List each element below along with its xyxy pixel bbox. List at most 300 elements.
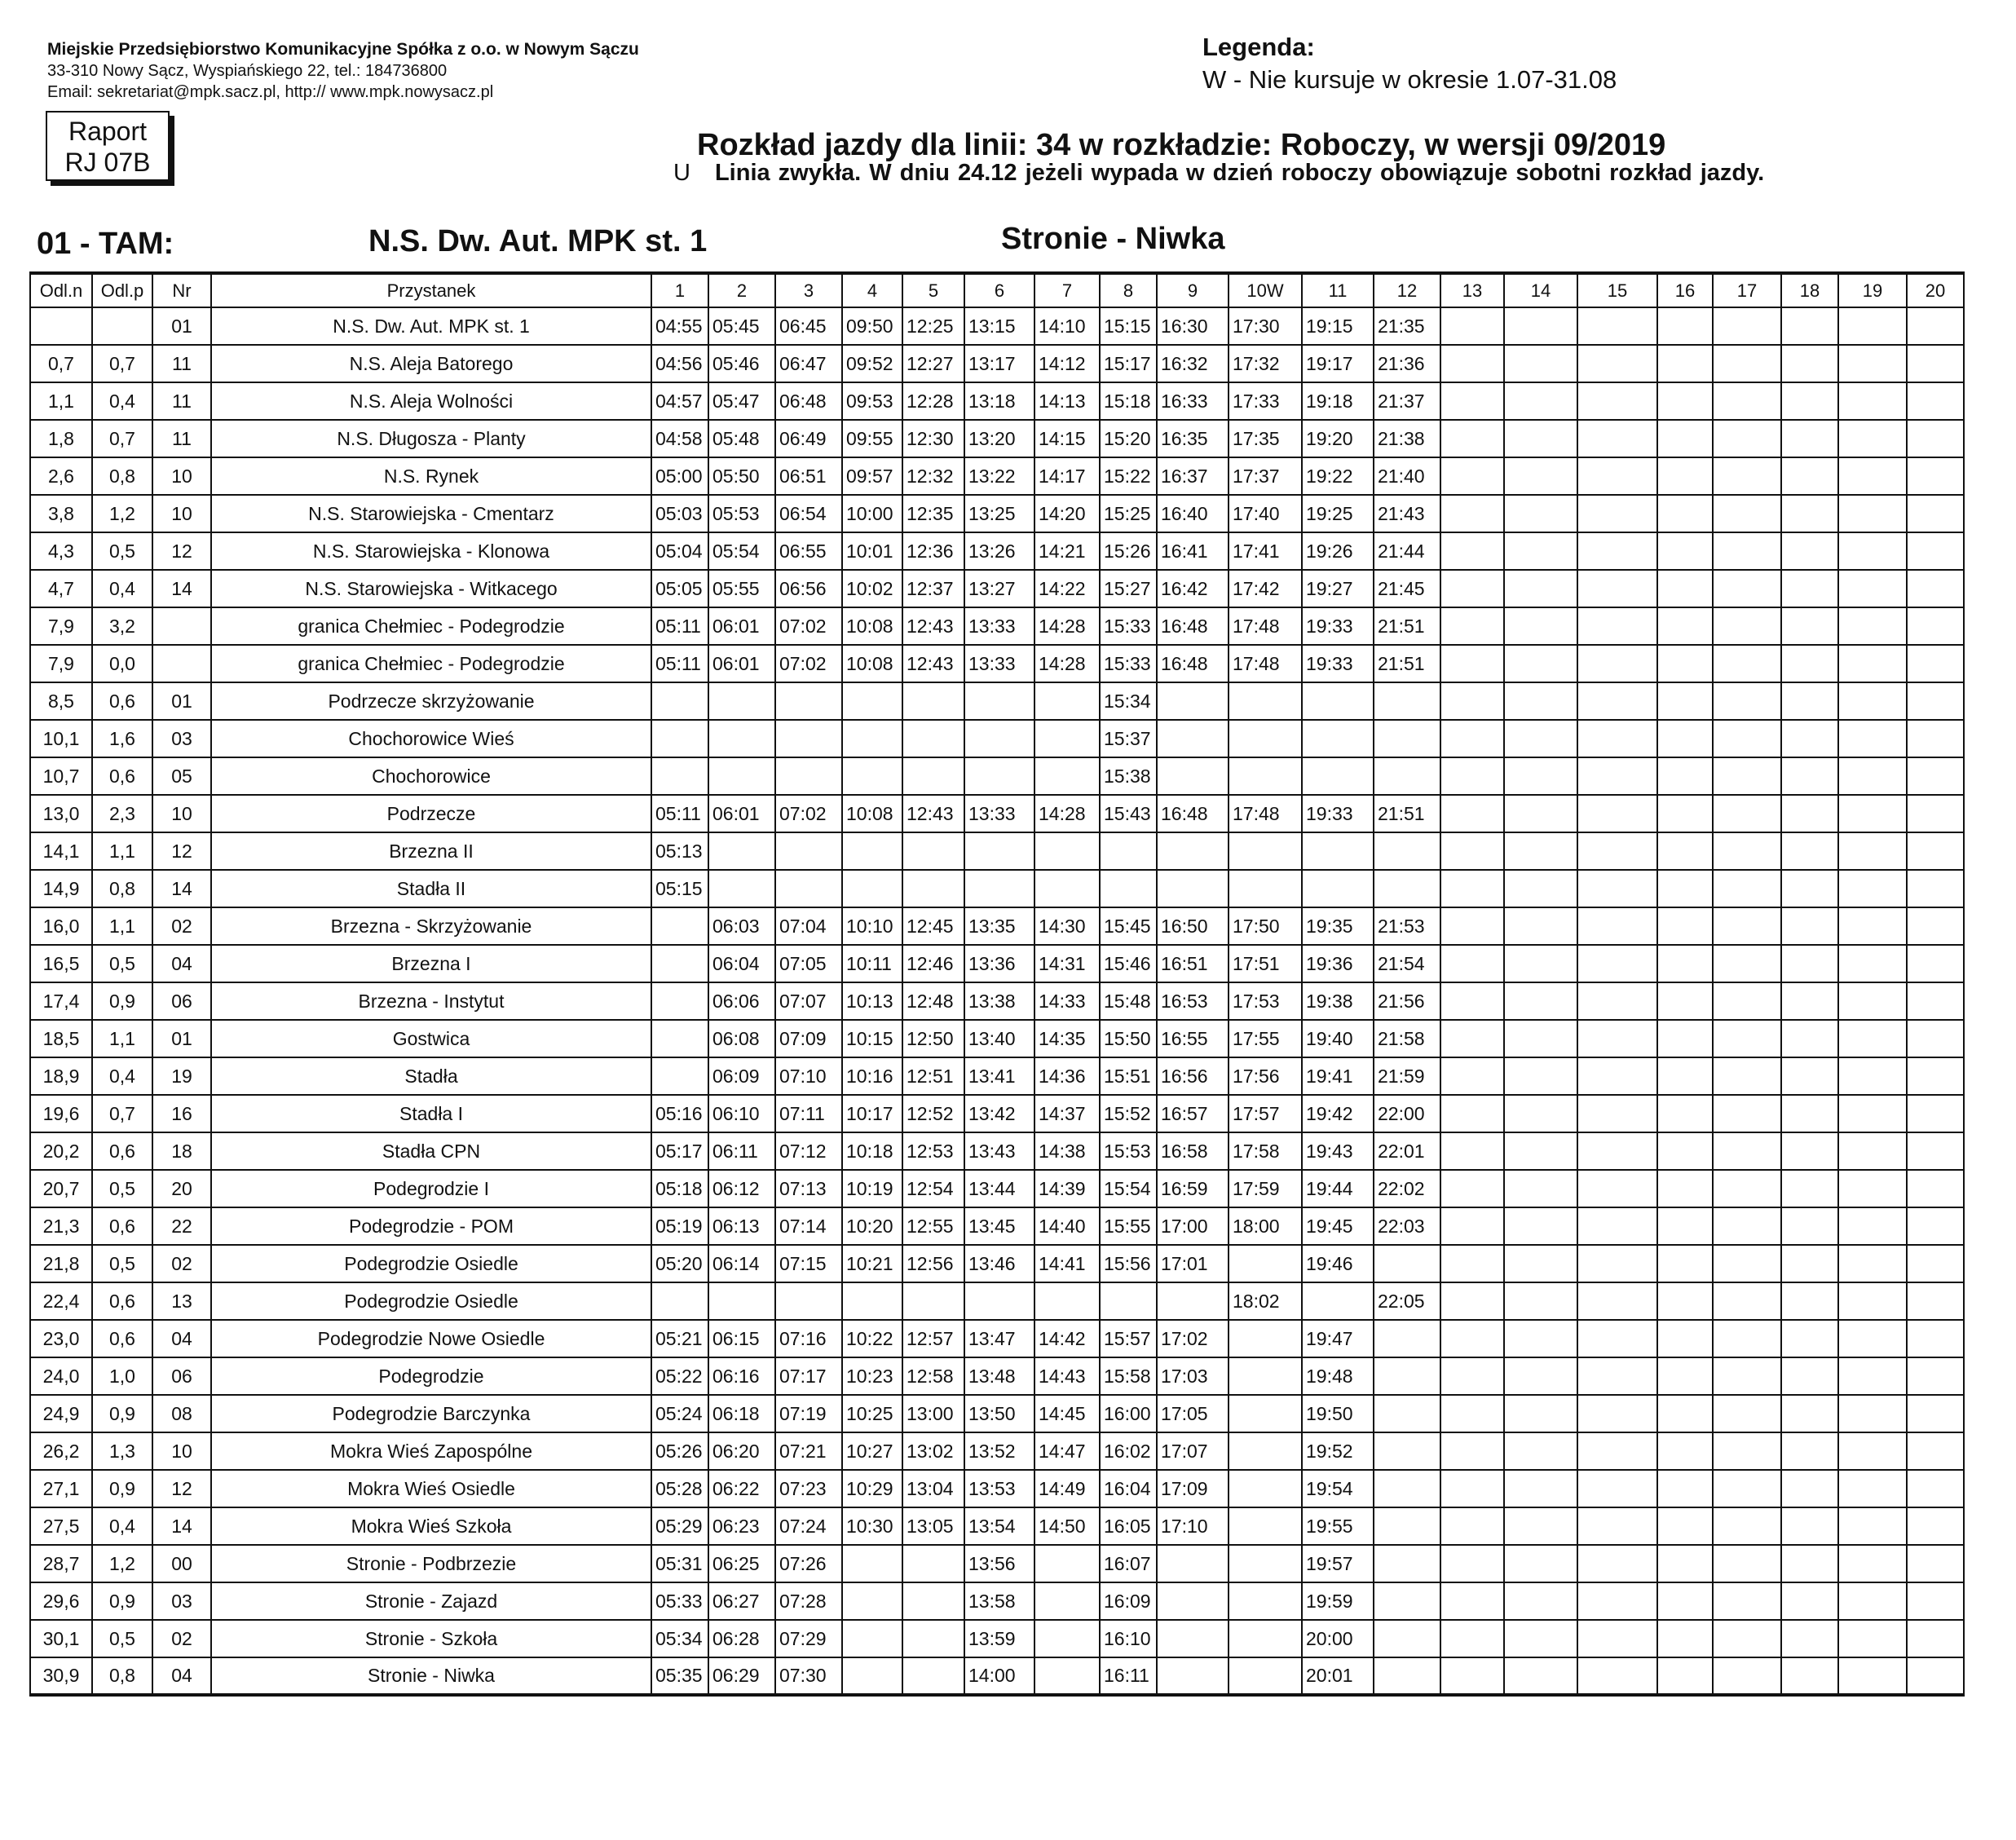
departure-time-cell: 04:55 bbox=[651, 307, 708, 345]
departure-time-cell bbox=[1713, 1132, 1781, 1170]
departure-time-cell: 06:49 bbox=[775, 420, 842, 457]
departure-time-cell: 17:42 bbox=[1229, 570, 1302, 607]
departure-time-cell bbox=[1838, 1395, 1907, 1432]
distance-partial-cell: 0,4 bbox=[92, 1057, 152, 1095]
departure-time-cell: 05:05 bbox=[651, 570, 708, 607]
departure-time-cell bbox=[1713, 1282, 1781, 1320]
departure-time-cell: 07:21 bbox=[775, 1432, 842, 1470]
departure-time-cell: 16:48 bbox=[1157, 645, 1229, 682]
departure-time-cell: 05:11 bbox=[651, 795, 708, 832]
departure-time-cell bbox=[1781, 382, 1838, 420]
departure-time-cell bbox=[1907, 1207, 1964, 1245]
departure-time-cell: 19:22 bbox=[1302, 457, 1374, 495]
departure-time-cell: 19:40 bbox=[1302, 1020, 1374, 1057]
departure-time-cell: 12:50 bbox=[902, 1020, 964, 1057]
timetable bbox=[29, 271, 1965, 1697]
departure-time-cell bbox=[1577, 682, 1657, 720]
departure-time-cell bbox=[1713, 1170, 1781, 1207]
departure-time-cell bbox=[1713, 1357, 1781, 1395]
departure-time-cell bbox=[1374, 870, 1440, 907]
distance-total-cell: 16,5 bbox=[30, 945, 92, 982]
departure-time-cell bbox=[1907, 1395, 1964, 1432]
departure-time-cell bbox=[1713, 982, 1781, 1020]
departure-time-cell bbox=[1374, 757, 1440, 795]
departure-time-cell bbox=[1838, 757, 1907, 795]
departure-time-cell: 07:17 bbox=[775, 1357, 842, 1395]
departure-time-cell: 06:23 bbox=[708, 1507, 775, 1545]
departure-time-cell bbox=[1577, 1395, 1657, 1432]
stop-number-cell: 06 bbox=[152, 1357, 211, 1395]
departure-time-cell bbox=[1577, 1095, 1657, 1132]
departure-time-cell bbox=[1229, 1320, 1302, 1357]
stop-number-cell: 14 bbox=[152, 870, 211, 907]
stop-number-cell: 12 bbox=[152, 832, 211, 870]
distance-total-cell: 21,3 bbox=[30, 1207, 92, 1245]
stop-number-cell: 03 bbox=[152, 720, 211, 757]
departure-time-cell bbox=[1504, 1432, 1577, 1470]
departure-time-cell: 12:27 bbox=[902, 345, 964, 382]
departure-time-cell: 15:55 bbox=[1100, 1207, 1157, 1245]
departure-time-cell: 14:12 bbox=[1034, 345, 1100, 382]
departure-time-cell bbox=[1577, 870, 1657, 907]
departure-time-cell bbox=[1504, 570, 1577, 607]
departure-time-cell: 06:27 bbox=[708, 1582, 775, 1620]
departure-time-cell bbox=[1838, 1357, 1907, 1395]
distance-partial-cell: 0,9 bbox=[92, 982, 152, 1020]
departure-time-cell bbox=[1713, 645, 1781, 682]
departure-time-cell: 15:33 bbox=[1100, 607, 1157, 645]
departure-time-cell: 06:11 bbox=[708, 1132, 775, 1170]
departure-time-cell bbox=[1838, 832, 1907, 870]
distance-partial-cell: 0,8 bbox=[92, 870, 152, 907]
departure-time-cell: 17:50 bbox=[1229, 907, 1302, 945]
distance-partial-cell: 0,9 bbox=[92, 1470, 152, 1507]
departure-time-cell bbox=[1302, 757, 1374, 795]
departure-time-cell: 13:48 bbox=[964, 1357, 1034, 1395]
departure-time-cell bbox=[1907, 907, 1964, 945]
departure-time-cell: 13:42 bbox=[964, 1095, 1034, 1132]
departure-time-cell bbox=[1838, 1132, 1907, 1170]
table-header-row bbox=[30, 273, 1964, 307]
table-row bbox=[30, 1245, 1964, 1282]
departure-time-cell bbox=[1907, 495, 1964, 532]
departure-time-cell: 12:32 bbox=[902, 457, 964, 495]
departure-time-cell: 16:30 bbox=[1157, 307, 1229, 345]
departure-time-cell: 14:38 bbox=[1034, 1132, 1100, 1170]
departure-time-cell: 06:01 bbox=[708, 607, 775, 645]
stop-name-cell: Brzezna I bbox=[211, 945, 651, 982]
departure-time-cell: 06:18 bbox=[708, 1395, 775, 1432]
distance-partial-cell: 1,1 bbox=[92, 832, 152, 870]
stop-name-cell: granica Chełmiec - Podegrodzie bbox=[211, 607, 651, 645]
departure-time-cell bbox=[1907, 1507, 1964, 1545]
departure-time-cell bbox=[964, 1282, 1034, 1320]
departure-time-cell: 13:53 bbox=[964, 1470, 1034, 1507]
distance-partial-cell: 0,5 bbox=[92, 1245, 152, 1282]
stop-name-cell: Brzezna - Skrzyżowanie bbox=[211, 907, 651, 945]
departure-time-cell: 17:58 bbox=[1229, 1132, 1302, 1170]
departure-time-cell: 14:30 bbox=[1034, 907, 1100, 945]
departure-time-cell bbox=[902, 682, 964, 720]
departure-time-cell: 16:48 bbox=[1157, 607, 1229, 645]
departure-time-cell: 19:17 bbox=[1302, 345, 1374, 382]
column-header: Przystanek bbox=[211, 273, 651, 307]
departure-time-cell bbox=[1781, 1620, 1838, 1657]
departure-time-cell: 19:26 bbox=[1302, 532, 1374, 570]
departure-time-cell bbox=[1229, 832, 1302, 870]
departure-time-cell bbox=[1713, 1245, 1781, 1282]
stop-name-cell: Brzezna - Instytut bbox=[211, 982, 651, 1020]
departure-time-cell bbox=[1781, 345, 1838, 382]
departure-time-cell: 10:27 bbox=[842, 1432, 902, 1470]
departure-time-cell bbox=[1907, 1245, 1964, 1282]
distance-total-cell: 10,7 bbox=[30, 757, 92, 795]
departure-time-cell: 12:57 bbox=[902, 1320, 964, 1357]
distance-total-cell: 0,7 bbox=[30, 345, 92, 382]
departure-time-cell bbox=[651, 720, 708, 757]
departure-time-cell: 19:54 bbox=[1302, 1470, 1374, 1507]
distance-total-cell bbox=[30, 307, 92, 345]
departure-time-cell bbox=[1713, 1470, 1781, 1507]
departure-time-cell bbox=[1781, 1545, 1838, 1582]
departure-time-cell: 05:24 bbox=[651, 1395, 708, 1432]
table-row bbox=[30, 645, 1964, 682]
distance-total-cell: 4,7 bbox=[30, 570, 92, 607]
departure-time-cell bbox=[1713, 682, 1781, 720]
stop-name-cell: N.S. Długosza - Planty bbox=[211, 420, 651, 457]
departure-time-cell: 15:34 bbox=[1100, 682, 1157, 720]
departure-time-cell bbox=[1229, 1507, 1302, 1545]
departure-time-cell: 10:01 bbox=[842, 532, 902, 570]
departure-time-cell bbox=[1907, 1095, 1964, 1132]
departure-time-cell: 10:15 bbox=[842, 1020, 902, 1057]
departure-time-cell bbox=[1838, 1282, 1907, 1320]
departure-time-cell: 10:25 bbox=[842, 1395, 902, 1432]
departure-time-cell bbox=[842, 1282, 902, 1320]
distance-partial-cell: 0,5 bbox=[92, 945, 152, 982]
departure-time-cell: 05:50 bbox=[708, 457, 775, 495]
departure-time-cell: 05:35 bbox=[651, 1657, 708, 1695]
departure-time-cell bbox=[902, 1282, 964, 1320]
departure-time-cell: 15:18 bbox=[1100, 382, 1157, 420]
departure-time-cell bbox=[1838, 1582, 1907, 1620]
departure-time-cell bbox=[1657, 532, 1713, 570]
stop-name-cell: Mokra Wieś Osiedle bbox=[211, 1470, 651, 1507]
departure-time-cell bbox=[1504, 1207, 1577, 1245]
departure-time-cell: 14:22 bbox=[1034, 570, 1100, 607]
departure-time-cell: 17:48 bbox=[1229, 795, 1302, 832]
departure-time-cell: 21:37 bbox=[1374, 382, 1440, 420]
departure-time-cell bbox=[1034, 720, 1100, 757]
departure-time-cell: 16:55 bbox=[1157, 1020, 1229, 1057]
departure-time-cell: 05:48 bbox=[708, 420, 775, 457]
departure-time-cell bbox=[1781, 307, 1838, 345]
stop-name-cell: Stronie - Podbrzezie bbox=[211, 1545, 651, 1582]
departure-time-cell bbox=[1100, 832, 1157, 870]
departure-time-cell: 22:01 bbox=[1374, 1132, 1440, 1170]
departure-time-cell bbox=[1157, 757, 1229, 795]
departure-time-cell: 13:25 bbox=[964, 495, 1034, 532]
departure-time-cell bbox=[1229, 1395, 1302, 1432]
distance-partial-cell: 0,6 bbox=[92, 757, 152, 795]
departure-time-cell bbox=[1907, 1132, 1964, 1170]
departure-time-cell bbox=[651, 982, 708, 1020]
departure-time-cell bbox=[1713, 382, 1781, 420]
departure-time-cell bbox=[1577, 757, 1657, 795]
departure-time-cell bbox=[1838, 682, 1907, 720]
departure-time-cell bbox=[1781, 1170, 1838, 1207]
column-header: 17 bbox=[1713, 273, 1781, 307]
departure-time-cell: 06:06 bbox=[708, 982, 775, 1020]
departure-time-cell bbox=[1657, 1395, 1713, 1432]
departure-time-cell bbox=[1907, 532, 1964, 570]
departure-time-cell: 06:48 bbox=[775, 382, 842, 420]
departure-time-cell bbox=[1374, 1357, 1440, 1395]
departure-time-cell bbox=[1374, 1582, 1440, 1620]
table-row bbox=[30, 345, 1964, 382]
departure-time-cell bbox=[1838, 1095, 1907, 1132]
departure-time-cell: 15:57 bbox=[1100, 1320, 1157, 1357]
departure-time-cell bbox=[1713, 1395, 1781, 1432]
column-header: 11 bbox=[1302, 273, 1374, 307]
departure-time-cell bbox=[1229, 1432, 1302, 1470]
departure-time-cell: 05:03 bbox=[651, 495, 708, 532]
departure-time-cell: 21:58 bbox=[1374, 1020, 1440, 1057]
departure-time-cell: 13:04 bbox=[902, 1470, 964, 1507]
departure-time-cell: 05:34 bbox=[651, 1620, 708, 1657]
company-address: 33-310 Nowy Sącz, Wyspiańskiego 22, tel.: 184736800 bbox=[47, 62, 448, 80]
departure-time-cell bbox=[1157, 832, 1229, 870]
distance-total-cell: 1,8 bbox=[30, 420, 92, 457]
distance-partial-cell: 0,6 bbox=[92, 1282, 152, 1320]
stop-number-cell: 01 bbox=[152, 307, 211, 345]
departure-time-cell bbox=[1657, 1507, 1713, 1545]
legend-note: W - Nie kursuje w okresie 1.07-31.08 bbox=[1202, 65, 1617, 94]
departure-time-cell: 21:51 bbox=[1374, 607, 1440, 645]
departure-time-cell bbox=[1229, 682, 1302, 720]
departure-time-cell bbox=[1440, 645, 1504, 682]
departure-time-cell bbox=[1440, 1245, 1504, 1282]
stop-number-cell: 10 bbox=[152, 457, 211, 495]
departure-time-cell bbox=[1374, 1507, 1440, 1545]
departure-time-cell bbox=[842, 1582, 902, 1620]
departure-time-cell: 10:02 bbox=[842, 570, 902, 607]
column-header: 6 bbox=[964, 273, 1034, 307]
departure-time-cell: 14:42 bbox=[1034, 1320, 1100, 1357]
departure-time-cell bbox=[651, 1057, 708, 1095]
departure-time-cell bbox=[964, 757, 1034, 795]
table-row bbox=[30, 607, 1964, 645]
departure-time-cell bbox=[1713, 1507, 1781, 1545]
departure-time-cell: 21:53 bbox=[1374, 907, 1440, 945]
departure-time-cell: 14:28 bbox=[1034, 645, 1100, 682]
departure-time-cell: 19:59 bbox=[1302, 1582, 1374, 1620]
departure-time-cell: 19:44 bbox=[1302, 1170, 1374, 1207]
departure-time-cell bbox=[1907, 457, 1964, 495]
departure-time-cell: 15:37 bbox=[1100, 720, 1157, 757]
departure-time-cell: 16:37 bbox=[1157, 457, 1229, 495]
departure-time-cell: 16:57 bbox=[1157, 1095, 1229, 1132]
distance-total-cell: 24,0 bbox=[30, 1357, 92, 1395]
departure-time-cell bbox=[1302, 682, 1374, 720]
departure-time-cell bbox=[1504, 1132, 1577, 1170]
departure-time-cell: 13:59 bbox=[964, 1620, 1034, 1657]
distance-partial-cell: 1,1 bbox=[92, 907, 152, 945]
departure-time-cell: 14:41 bbox=[1034, 1245, 1100, 1282]
distance-partial-cell: 0,6 bbox=[92, 1320, 152, 1357]
departure-time-cell bbox=[1713, 1657, 1781, 1695]
company-name: Miejskie Przedsiębiorstwo Komunikacyjne Spółka z o.o. w Nowym Sączu bbox=[47, 40, 639, 59]
departure-time-cell bbox=[1781, 570, 1838, 607]
departure-time-cell bbox=[1838, 532, 1907, 570]
departure-time-cell: 19:52 bbox=[1302, 1432, 1374, 1470]
departure-time-cell bbox=[1229, 870, 1302, 907]
departure-time-cell: 16:51 bbox=[1157, 945, 1229, 982]
departure-time-cell: 14:33 bbox=[1034, 982, 1100, 1020]
departure-time-cell: 12:28 bbox=[902, 382, 964, 420]
distance-total-cell: 2,6 bbox=[30, 457, 92, 495]
departure-time-cell bbox=[651, 1020, 708, 1057]
departure-time-cell: 13:50 bbox=[964, 1395, 1034, 1432]
departure-time-cell bbox=[1504, 720, 1577, 757]
departure-time-cell bbox=[1657, 945, 1713, 982]
stop-number-cell: 04 bbox=[152, 1657, 211, 1695]
departure-time-cell bbox=[1781, 1395, 1838, 1432]
departure-time-cell: 13:33 bbox=[964, 645, 1034, 682]
departure-time-cell bbox=[1440, 907, 1504, 945]
distance-partial-cell: 0,8 bbox=[92, 457, 152, 495]
stop-name-cell: Stronie - Szkoła bbox=[211, 1620, 651, 1657]
departure-time-cell: 16:42 bbox=[1157, 570, 1229, 607]
departure-time-cell: 06:55 bbox=[775, 532, 842, 570]
departure-time-cell bbox=[1713, 420, 1781, 457]
stop-number-cell: 12 bbox=[152, 532, 211, 570]
departure-time-cell bbox=[1907, 1470, 1964, 1507]
departure-time-cell bbox=[1713, 457, 1781, 495]
departure-time-cell: 12:36 bbox=[902, 532, 964, 570]
departure-time-cell bbox=[775, 1282, 842, 1320]
departure-time-cell: 13:40 bbox=[964, 1020, 1034, 1057]
table-row bbox=[30, 1207, 1964, 1245]
route-origin: N.S. Dw. Aut. MPK st. 1 bbox=[368, 224, 708, 258]
departure-time-cell bbox=[1577, 382, 1657, 420]
departure-time-cell bbox=[1907, 1357, 1964, 1395]
departure-time-cell bbox=[1907, 1170, 1964, 1207]
departure-time-cell bbox=[1504, 1620, 1577, 1657]
departure-time-cell bbox=[1374, 1245, 1440, 1282]
report-box bbox=[46, 111, 170, 181]
departure-time-cell: 12:25 bbox=[902, 307, 964, 345]
departure-time-cell bbox=[1907, 982, 1964, 1020]
departure-time-cell bbox=[1713, 795, 1781, 832]
departure-time-cell bbox=[1374, 720, 1440, 757]
stop-number-cell: 04 bbox=[152, 945, 211, 982]
stop-name-cell: Stadła CPN bbox=[211, 1132, 651, 1170]
departure-time-cell bbox=[1657, 1095, 1713, 1132]
departure-time-cell: 13:18 bbox=[964, 382, 1034, 420]
stop-number-cell: 20 bbox=[152, 1170, 211, 1207]
departure-time-cell bbox=[1440, 1020, 1504, 1057]
departure-time-cell: 16:48 bbox=[1157, 795, 1229, 832]
departure-time-cell: 16:59 bbox=[1157, 1170, 1229, 1207]
departure-time-cell: 14:49 bbox=[1034, 1470, 1100, 1507]
departure-time-cell: 13:45 bbox=[964, 1207, 1034, 1245]
departure-time-cell: 10:17 bbox=[842, 1095, 902, 1132]
departure-time-cell: 16:10 bbox=[1100, 1620, 1157, 1657]
departure-time-cell bbox=[1781, 495, 1838, 532]
departure-time-cell bbox=[1907, 570, 1964, 607]
departure-time-cell: 13:41 bbox=[964, 1057, 1034, 1095]
departure-time-cell bbox=[1229, 1470, 1302, 1507]
departure-time-cell: 13:27 bbox=[964, 570, 1034, 607]
departure-time-cell: 15:46 bbox=[1100, 945, 1157, 982]
departure-time-cell: 05:45 bbox=[708, 307, 775, 345]
departure-time-cell bbox=[1229, 720, 1302, 757]
stop-name-cell: N.S. Aleja Batorego bbox=[211, 345, 651, 382]
departure-time-cell bbox=[775, 682, 842, 720]
departure-time-cell bbox=[1781, 1432, 1838, 1470]
stop-name-cell: Podegrodzie Nowe Osiedle bbox=[211, 1320, 651, 1357]
departure-time-cell: 16:04 bbox=[1100, 1470, 1157, 1507]
departure-time-cell bbox=[1907, 382, 1964, 420]
departure-time-cell bbox=[1440, 1207, 1504, 1245]
departure-time-cell bbox=[1577, 645, 1657, 682]
departure-time-cell bbox=[1657, 682, 1713, 720]
distance-total-cell: 1,1 bbox=[30, 382, 92, 420]
departure-time-cell: 12:53 bbox=[902, 1132, 964, 1170]
departure-time-cell bbox=[1504, 607, 1577, 645]
departure-time-cell bbox=[1504, 1020, 1577, 1057]
departure-time-cell bbox=[1577, 1582, 1657, 1620]
departure-time-cell bbox=[1781, 1320, 1838, 1357]
table-row bbox=[30, 457, 1964, 495]
departure-time-cell: 17:40 bbox=[1229, 495, 1302, 532]
departure-time-cell bbox=[1440, 1320, 1504, 1357]
stop-name-cell: Chochorowice Wieś bbox=[211, 720, 651, 757]
departure-time-cell bbox=[1907, 1657, 1964, 1695]
departure-time-cell bbox=[1440, 307, 1504, 345]
column-header: 15 bbox=[1577, 273, 1657, 307]
departure-time-cell bbox=[1907, 645, 1964, 682]
departure-time-cell bbox=[1034, 1582, 1100, 1620]
distance-partial-cell: 0,7 bbox=[92, 420, 152, 457]
departure-time-cell: 15:43 bbox=[1100, 795, 1157, 832]
departure-time-cell bbox=[1157, 1620, 1229, 1657]
departure-time-cell bbox=[1713, 757, 1781, 795]
departure-time-cell: 21:51 bbox=[1374, 795, 1440, 832]
departure-time-cell: 16:05 bbox=[1100, 1507, 1157, 1545]
departure-time-cell bbox=[1781, 1132, 1838, 1170]
departure-time-cell: 20:01 bbox=[1302, 1657, 1374, 1695]
stop-name-cell: Stronie - Zajazd bbox=[211, 1582, 651, 1620]
departure-time-cell: 13:33 bbox=[964, 607, 1034, 645]
departure-time-cell: 05:19 bbox=[651, 1207, 708, 1245]
departure-time-cell: 13:20 bbox=[964, 420, 1034, 457]
distance-total-cell: 19,6 bbox=[30, 1095, 92, 1132]
departure-time-cell bbox=[1374, 1320, 1440, 1357]
departure-time-cell: 13:58 bbox=[964, 1582, 1034, 1620]
departure-time-cell: 19:33 bbox=[1302, 607, 1374, 645]
distance-partial-cell: 0,4 bbox=[92, 570, 152, 607]
departure-time-cell: 06:01 bbox=[708, 795, 775, 832]
departure-time-cell: 13:17 bbox=[964, 345, 1034, 382]
departure-time-cell: 21:40 bbox=[1374, 457, 1440, 495]
departure-time-cell bbox=[1577, 345, 1657, 382]
departure-time-cell: 16:53 bbox=[1157, 982, 1229, 1020]
departure-time-cell bbox=[1838, 1245, 1907, 1282]
departure-time-cell: 12:55 bbox=[902, 1207, 964, 1245]
column-header: 20 bbox=[1907, 273, 1964, 307]
